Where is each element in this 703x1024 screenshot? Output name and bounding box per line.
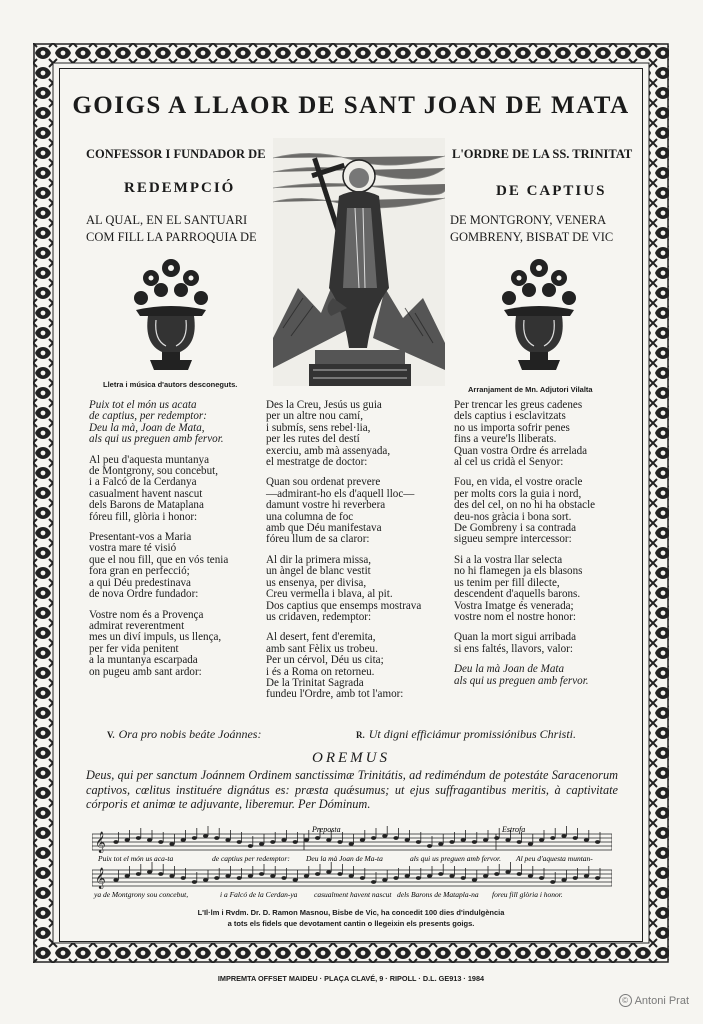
music-note — [438, 872, 443, 876]
printer-imprint: IMPREMTA OFFSET MAIDEU · PLAÇA CLAVÉ, 9 · RIPOLL · D.L. GE913 · 1984 — [217, 974, 485, 983]
music-note — [248, 844, 253, 848]
music-note — [125, 874, 130, 878]
music-note — [203, 834, 208, 838]
music-note — [293, 840, 298, 844]
header-left-1: CONFESSOR I FUNDADOR DE — [86, 147, 266, 161]
music-lyrics-2c: casualment havent nascut — [314, 890, 392, 899]
music-note — [125, 838, 130, 842]
header-right-3b: GOMBRENY, BISBAT DE VIC — [450, 230, 614, 244]
credit-right: Arranjament de Mn. Adjutori Vilalta — [468, 385, 593, 394]
copyright-holder: Antoni Prat — [634, 995, 689, 1007]
music-note — [472, 840, 477, 844]
music-note — [550, 880, 555, 884]
music-note — [136, 836, 141, 840]
music-note — [270, 874, 275, 878]
header-left-2: REDEMPCIÓ — [124, 180, 236, 196]
music-note — [281, 876, 286, 880]
header-left-3b: COM FILL LA PARROQUIA DE — [86, 230, 257, 244]
music-lyrics-1c: Deu la mà Joan de Ma-ta — [306, 854, 383, 863]
music-note — [494, 836, 499, 840]
music-note — [573, 836, 578, 840]
music-note — [181, 838, 186, 842]
music-note — [528, 842, 533, 846]
music-note — [203, 878, 208, 882]
stanza: Si a la vostra llar selecta no hi flamegen ja els blasons us tenim per fill dilecte, descendent d'aquells barons. Vostra Imatge és venerada; vostre nom el nostre honor: — [454, 553, 583, 623]
oremus-prayer: Deus, qui per sanctum Joánnem Ordinem sanctissimæ Trinitátis, ad rediméndum de potestáte Saracenorum captivos, cœlitus instituére dignátus es: præsta quǽsumus; ut ejus suffragantibus meritis, à captivitate córporis et animœ te adjuvante, liberemur. Per Dóminum. — [86, 768, 618, 811]
music-note — [382, 878, 387, 882]
music-note — [528, 874, 533, 878]
versicle — [107, 727, 261, 742]
music-note — [438, 842, 443, 846]
stanza: Fou, en vida, el vostre oracle per molts cors la guia i nord, des del cel, on no hi ha obstacle deu-nos gràcia i bona sort. De Gombreny i sa contrada sigueu sempre intercessor: — [454, 476, 596, 546]
music-note — [360, 876, 365, 880]
music-note — [293, 878, 298, 882]
oremus-title: OREMUS — [312, 750, 390, 766]
music-lyrics-1d: als qui us preguen amb fervor. — [410, 854, 501, 863]
flower-vase-left-illustration — [126, 248, 216, 376]
music-note — [158, 840, 163, 844]
music-note — [416, 876, 421, 880]
versicle-mark: V. — [107, 730, 115, 740]
music-note — [315, 836, 320, 840]
music-note — [517, 840, 522, 844]
copyright-icon: © — [619, 994, 632, 1007]
music-note — [259, 872, 264, 876]
music-note — [550, 836, 555, 840]
music-note — [393, 836, 398, 840]
music-note — [113, 840, 118, 844]
music-note — [326, 870, 331, 874]
header-right-3 — [450, 212, 613, 246]
music-note — [192, 836, 197, 840]
music-note — [371, 880, 376, 884]
music-lyrics-1b: de captius per redemptor: — [212, 854, 290, 863]
music-note — [494, 872, 499, 876]
music-note — [561, 878, 566, 882]
stanza: Al dir la primera missa, un àngel de blanc vestit us ensenya, per divisa, Creu vermella i blava, al pit. Dos captius que ensemps mostrava us cridaven, redemptor: — [266, 553, 422, 623]
indulgence-line-2: a tots els fidels que devotament cantin o llegeixin els presents goigs. — [227, 919, 475, 928]
music-note — [147, 838, 152, 842]
music-note — [371, 836, 376, 840]
music-note — [393, 876, 398, 880]
music-note — [405, 838, 410, 842]
music-note — [449, 874, 454, 878]
music-note — [573, 876, 578, 880]
music-note — [169, 842, 174, 846]
stanza: Presentant-vos a Maria vostra mare té visió que el nou fill, que en vós tenia fora gran en perfecció; a qui Déu predestinava de nova Ordre fundador: — [89, 531, 229, 601]
music-note — [539, 838, 544, 842]
music-note — [248, 874, 253, 878]
music-note — [416, 840, 421, 844]
music-lyrics-2b: i a Falcó de la Cerdan-ya — [220, 890, 298, 899]
music-note — [505, 838, 510, 842]
music-note — [158, 872, 163, 876]
stanza: Al peu d'aquesta muntanya de Montgrony, sou concebut, i a Falcó de la Cerdanya casualment havent nascut dels Barons de Mataplana fóreu fill, glòria i honor: — [89, 453, 218, 523]
music-lyrics-1a: Puix tot el món us aca-ta — [98, 854, 174, 863]
music-note — [472, 878, 477, 882]
music-note — [360, 838, 365, 842]
music-note — [349, 842, 354, 846]
music-note — [595, 840, 600, 844]
stanza: Quan sou ordenat prevere —admirant-ho els d'aquell lloc— damunt vostre hi reverbera una columna de foc amb que Déu manifestava fóreu llum de sa claror: — [266, 476, 415, 546]
music-lyrics-1e: Al peu d'aquesta muntan- — [516, 854, 593, 863]
music-note — [270, 840, 275, 844]
saint-engraving — [273, 138, 445, 386]
header-right-3a: DE MONTGRONY, VENERA — [450, 213, 607, 227]
music-note — [192, 880, 197, 884]
music-note — [584, 838, 589, 842]
music-note — [281, 838, 286, 842]
verse-column-1 — [89, 400, 228, 687]
music-lyrics-2d: dels Barons de Matapla-na — [397, 890, 479, 899]
credit-left: Lletra i música d'autors desconeguts. — [103, 380, 238, 389]
music-mark-estrofa: Estrofa — [502, 826, 526, 834]
music-note — [147, 870, 152, 874]
music-note — [214, 836, 219, 840]
header-left-3 — [86, 212, 257, 246]
copyright-notice — [619, 994, 689, 1007]
music-note — [461, 876, 466, 880]
music-score — [92, 826, 612, 900]
music-note — [237, 840, 242, 844]
music-lyrics-2e: foreu fill glòria i honor. — [492, 890, 563, 899]
music-note — [449, 840, 454, 844]
stanza: Per trencar les greus cadenes dels captius i esclavitzats no us importa sofrir penes fins a veure'ls lliberats. Quan vostra Ordre és arrelada al cel us cridà el Senyor: — [454, 399, 588, 469]
music-note — [304, 838, 309, 842]
music-note — [483, 838, 488, 842]
header-right-2: DE CAPTIUS — [496, 183, 607, 199]
music-lyrics-2a: ya de Montgrony sou concebut, — [94, 890, 189, 899]
stanza: Al desert, fent d'eremita, amb sant Fèlix us trobeu. Per un cérvol, Déu us cita; i és a Roma on retorneu. De la Trinitat Sagrada fundeu l'Ordre, amb tot l'amor: — [266, 631, 404, 701]
music-note — [337, 872, 342, 876]
stanza: Puix tot el món us acata de captius, per redemptor: Deu la mà, Joan de Mata, als qui us preguen amb fervor. — [89, 399, 224, 446]
verse-column-2 — [266, 400, 421, 710]
stanza: Vostre nom és a Provença admirat reverentment mes un diví impuls, us llença, per fer vida penitent a la muntanya escarpada on pugeu amb sant ardor: — [89, 608, 222, 678]
page-title: GOIGS A LLAOR DE SANT JOAN DE MATA — [72, 92, 630, 119]
flower-vase-right-illustration — [494, 248, 584, 376]
music-mark-preposta: Preposta — [312, 826, 341, 834]
header-right-1: L'ORDRE DE LA SS. TRINITAT — [452, 147, 633, 161]
music-note — [427, 844, 432, 848]
response — [356, 727, 576, 742]
header-left-3a: AL QUAL, EN EL SANTUARI — [86, 213, 248, 227]
music-note — [584, 874, 589, 878]
music-note — [382, 834, 387, 838]
music-note — [225, 838, 230, 842]
stanza: Des la Creu, Jesús us guia per un altre nou camí, i submís, sens rebel·lia, per les rutes del destí exerciu, amb mà assenyada, el mestratge de doctor: — [266, 399, 391, 469]
music-note — [315, 872, 320, 876]
music-note — [214, 876, 219, 880]
music-note — [181, 876, 186, 880]
music-note — [539, 876, 544, 880]
music-note — [225, 874, 230, 878]
music-note — [561, 834, 566, 838]
music-note — [505, 870, 510, 874]
verse-column-3 — [454, 400, 595, 696]
music-note — [461, 838, 466, 842]
music-note — [259, 842, 264, 846]
response-text: Ut digni efficiámur promissiónibus Christi. — [368, 727, 576, 741]
indulgence-line-1: L'Il·lm i Rvdm. Dr. D. Ramon Masnou, Bisbe de Vic, ha concedit 100 dies d'indulgència — [197, 908, 505, 917]
music-note — [595, 876, 600, 880]
music-note — [349, 874, 354, 878]
music-note — [405, 874, 410, 878]
music-note — [136, 872, 141, 876]
svg-text:𝄞: 𝄞 — [95, 868, 106, 888]
music-note — [113, 878, 118, 882]
music-note — [237, 876, 242, 880]
music-note — [517, 872, 522, 876]
music-note — [427, 874, 432, 878]
svg-text:𝄞: 𝄞 — [95, 832, 106, 852]
response-mark: R. — [356, 730, 365, 740]
versicle-text: Ora pro nobis beáte Joánnes: — [118, 727, 262, 741]
stanza: Quan la mort sigui arribada si ens faltés, llavors, valor: — [454, 631, 576, 655]
music-note — [326, 838, 331, 842]
indulgence-note — [62, 907, 640, 929]
music-note — [304, 874, 309, 878]
stanza: Deu la mà Joan de Mata als qui us preguen amb fervor. — [454, 663, 589, 687]
music-note — [169, 874, 174, 878]
music-note — [483, 874, 488, 878]
music-note — [337, 840, 342, 844]
